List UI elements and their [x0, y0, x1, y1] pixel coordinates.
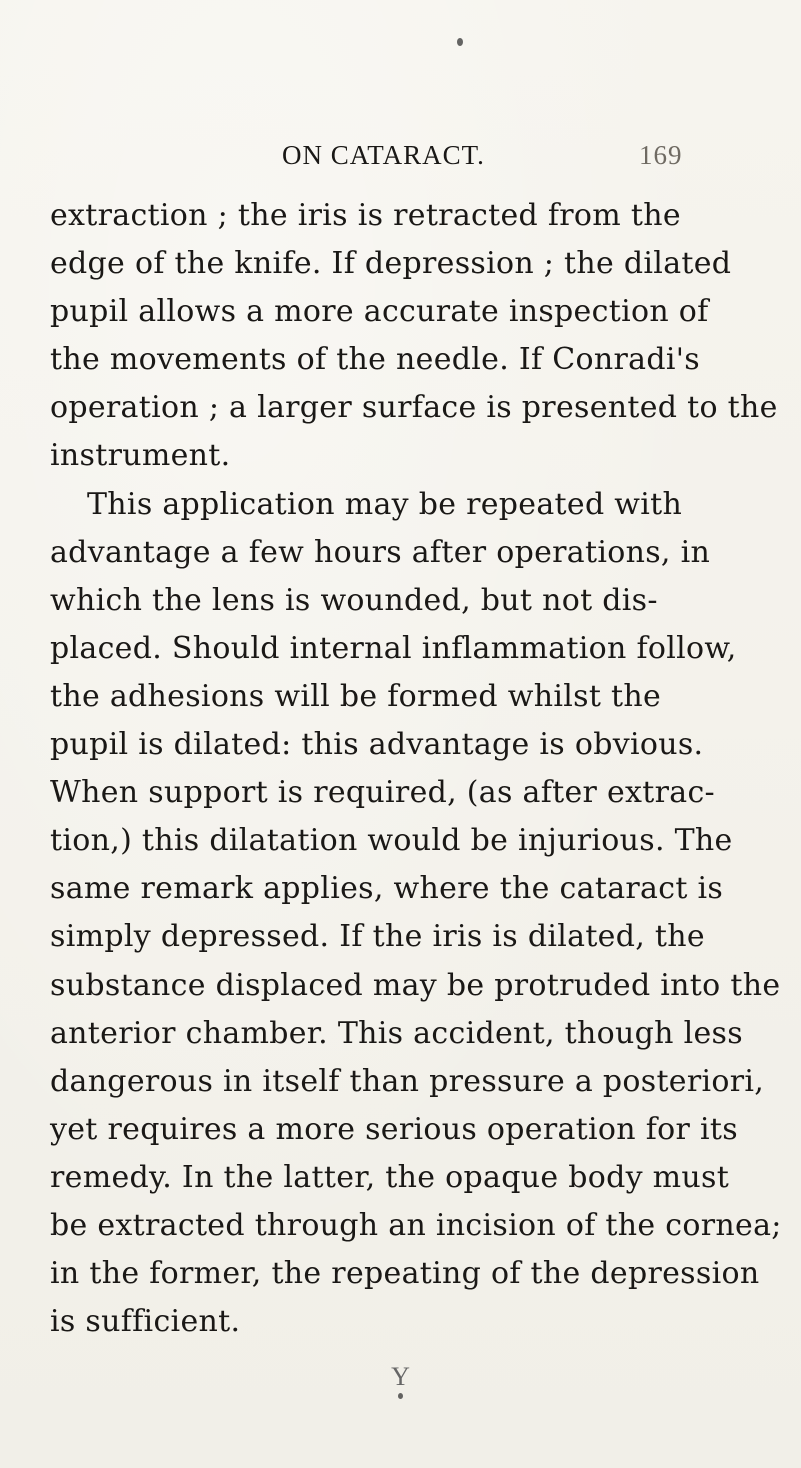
- text-line: yet requires a more serious operation for its: [50, 1111, 738, 1147]
- text-line: the movements of the needle. If Conradi's: [50, 342, 701, 378]
- text-line: same remark applies, where the cataract is: [50, 871, 724, 907]
- signature-mark: Y: [391, 1362, 410, 1391]
- text-line: dangerous in itself than pressure a posteriori,: [50, 1063, 765, 1099]
- running-title: ON CATARACT.: [282, 140, 485, 170]
- paragraph-start-line: This application may be repeated with: [87, 486, 683, 522]
- text-line: the adhesions will be formed whilst the: [50, 678, 662, 714]
- text-line: placed. Should internal inflammation follow,: [50, 630, 737, 666]
- text-line: which the lens is wounded, but not dis-: [50, 582, 658, 618]
- page-number: 169: [639, 140, 683, 170]
- ink-speck: [457, 38, 463, 46]
- text-line: instrument.: [50, 438, 231, 474]
- text-line: be extracted through an incision of the cornea;: [50, 1207, 782, 1243]
- text-line: anterior chamber. This accident, though less: [50, 1015, 743, 1051]
- text-line: pupil allows a more accurate inspection of: [50, 294, 709, 330]
- text-line: tion,) this dilatation would be injurious. The: [50, 823, 733, 859]
- text-line: pupil is dilated: this advantage is obvious.: [50, 727, 704, 763]
- running-head: [282, 140, 702, 180]
- text-line: substance displaced may be protruded into the: [50, 967, 781, 1003]
- text-line: in the former, the repeating of the depression: [50, 1256, 760, 1292]
- text-line: operation ; a larger surface is presented to the: [50, 390, 778, 426]
- text-line: remedy. In the latter, the opaque body must: [50, 1159, 730, 1195]
- text-line: edge of the knife. If depression ; the dilated: [50, 246, 732, 282]
- ink-speck: [398, 1393, 403, 1399]
- text-line: When support is required, (as after extrac-: [50, 775, 715, 811]
- text-line: is sufficient.: [50, 1304, 241, 1340]
- text-line: simply depressed. If the iris is dilated, the: [50, 919, 705, 955]
- text-line: extraction ; the iris is retracted from the: [50, 198, 681, 233]
- body-text: [50, 192, 782, 1346]
- text-line: advantage a few hours after operations, in: [50, 534, 711, 570]
